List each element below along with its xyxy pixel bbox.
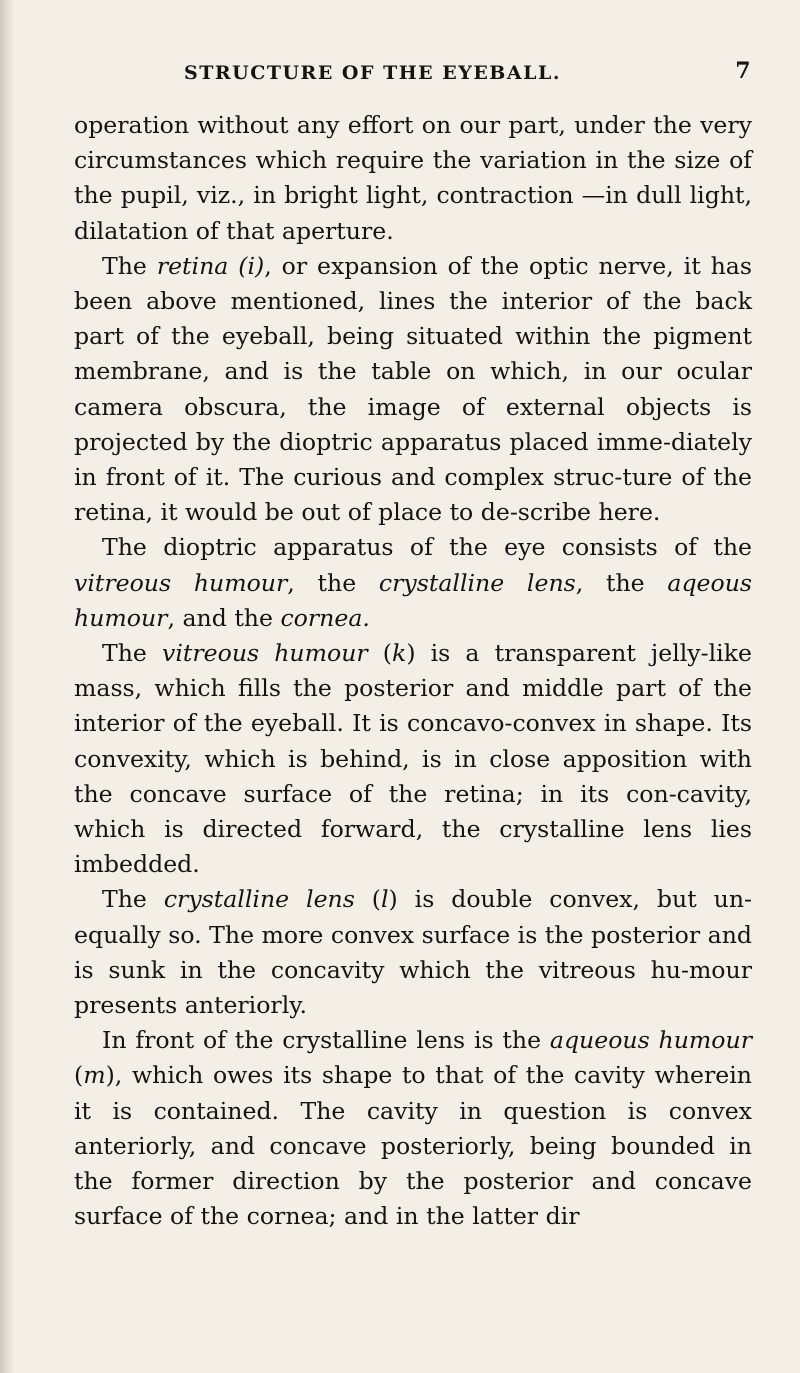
running-head-title: STRUCTURE OF THE EYEBALL. [184,62,561,84]
page-number: 7 [735,58,752,84]
text-run: ( [74,1061,84,1090]
text-run: The dioptric apparatus of the eye consists of the [102,533,752,562]
body-text [74,108,752,1235]
figure-ref-m: m [83,1061,106,1090]
text-run: ), which owes its shape to that of the cavity wherein it is contained. The cavity in question is convex anteriorly, and concave posteriorly, being bounded in the former direction by the posterior and concave surface of the cornea; and in the latter dir [74,1061,752,1231]
paragraph [74,882,752,1023]
paragraph [74,636,752,882]
term-cornea: cornea. [280,603,370,632]
text-run: operation without any effort on our part, under the very circumstances which require the variation in the size of the pupil, viz., in bright light, contraction —in dull light, dilatation of that aperture. [74,111,752,245]
text-run: The [102,885,164,914]
text-run: ( [367,639,393,668]
text-run: , or expansion of the optic nerve, it has been above mentioned, lines the interior of the back part of the eyeball, being situated within the pigment membrane, and is the table on which, in our ocular camera obscura, the image of external objects is projected by the dioptric apparatus placed imme-diately in front of it. The curious and complex struc-ture of the retina, it would be out of place to de-scribe here. [74,251,752,527]
term-vitreous-humour: vitreous humour [162,639,368,668]
term-retina: retina (i) [156,251,265,280]
text-run: ) is a transparent jelly-like mass, which fills the posterior and middle part of the interior of the eyeball. It is concavo-convex in shape. Its convexity, which is behind, is in close apposition with the concave surface of the retina; in its con-cavity, which is directed forward, the crystalline lens lies imbedded. [74,639,752,879]
text-run: , the [575,568,668,597]
paragraph [74,108,752,249]
running-head [74,56,752,96]
figure-ref-k: k [392,639,407,668]
book-page [74,56,752,1235]
text-run: , and the [167,603,281,632]
term-vitreous-humour: vitreous humour [74,568,288,597]
text-run: The [102,251,157,280]
term-crystalline-lens: crystalline lens [163,885,355,914]
term-aqueous-humour: aqueous humour [549,1026,752,1055]
text-run: , the [287,568,379,597]
text-run: ( [354,885,381,914]
paragraph [74,249,752,531]
paragraph [74,530,752,636]
term-aqueous-humour: aqeous humour [74,568,753,632]
figure-ref-l: l [380,885,389,914]
paragraph [74,1023,752,1234]
page-binding-edge [0,0,14,1373]
term-crystalline-lens: crystalline lens [378,568,576,597]
text-run: In front of the crystalline lens is the [102,1026,550,1055]
text-run: ) is double convex, but un-equally so. The more convex surface is the posterior and is sunk in the concavity which the vitreous hu-mour presents anteriorly. [74,885,752,1020]
text-run: The [102,639,163,668]
